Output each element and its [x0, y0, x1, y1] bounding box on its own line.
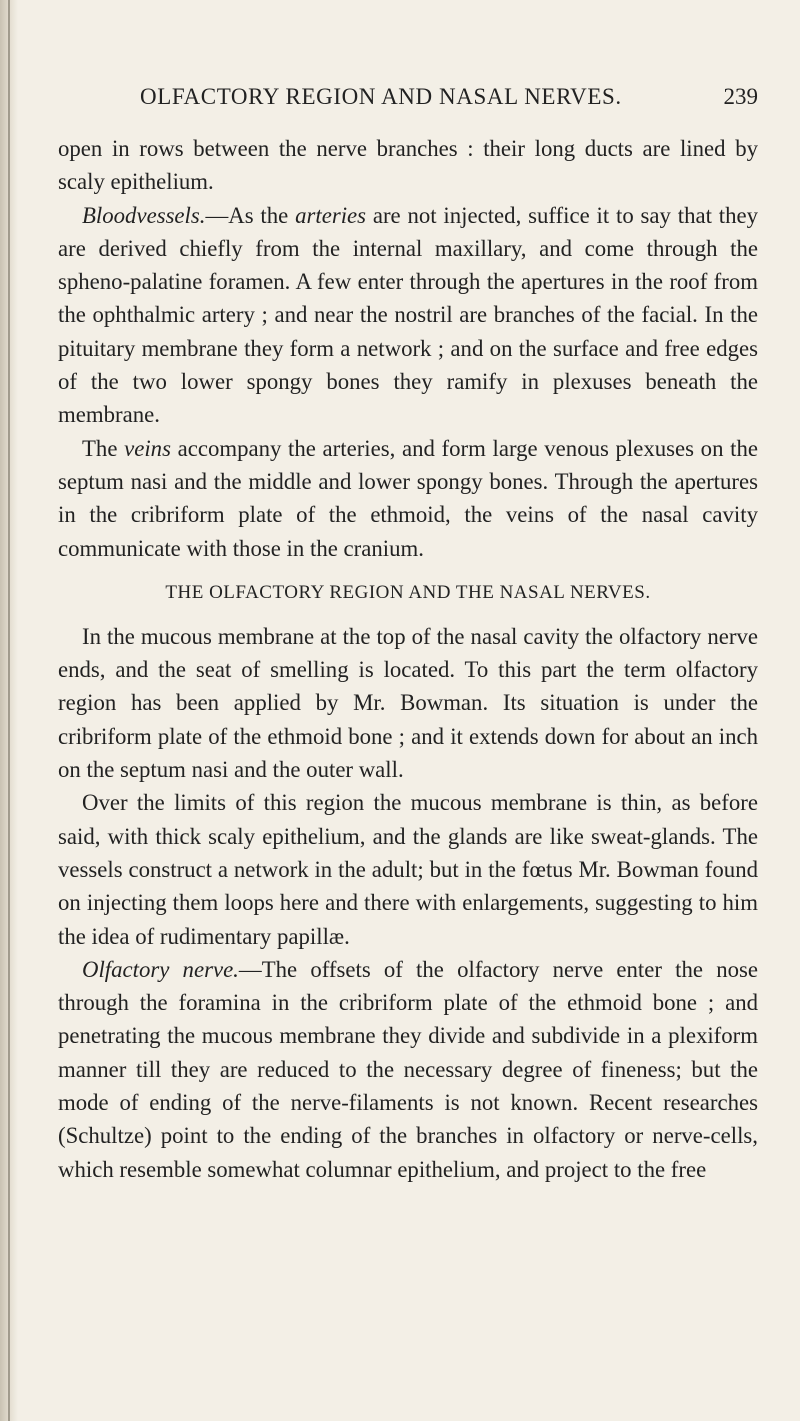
paragraph-olfactory-nerve-text: —The offsets of the olfactory nerve enter the nose through the foramina in the cribriform plate of the ethmoid bone ; and penetrating the mucous membrane they divide and subdivide in a plexiform manner till they are reduced to the necessary degree of fineness; but the mode of ending of the nerve-filaments is not known. Recent researches (Schultze) point to the ending of the branches in olfactory or nerve-cells, which resemble somewhat columnar epithelium, and project to the free	[58, 956, 758, 1182]
body-text	[58, 132, 758, 1186]
paragraph-lead-olfactory-nerve: Olfactory nerve.	[82, 956, 239, 982]
paragraph-lead-bloodvessels: Bloodvessels.	[82, 202, 206, 228]
paragraph-olfactory-region-text: In the mucous membrane at the top of the nasal cavity the olfactory nerve ends, and the seat of smelling is located. To this part the term olfactory region has been applied by Mr. Bowman. Its situation is under the cribriform plate of the ethmoid bone ; and it extends down for about an inch on the septum nasi and the outer wall.	[58, 623, 758, 783]
section-heading: THE OLFACTORY REGION AND THE NASAL NERVES.	[165, 581, 651, 603]
paragraph-bloodvessels-text-2: are not injected, suffice it to say that they are derived chiefly from the internal maxillary, and come through the spheno-palatine foramen. A few enter through the apertures in the roof from the ophthalmic artery ; and near the nostril are branches of the facial. In the pituitary membrane they form a network ; and on the surface and free edges of the two lower spongy bones they ramify in plexuses beneath the membrane.	[58, 202, 759, 428]
book-page	[58, 84, 758, 1186]
paragraph-veins	[58, 432, 758, 565]
running-head: OLFACTORY REGION AND NASAL NERVES.	[140, 84, 622, 109]
page-binding-line	[8, 0, 10, 1421]
term-veins: veins	[124, 435, 171, 461]
paragraph-limits	[58, 786, 758, 952]
paragraph-1-text: open in rows between the nerve branches : their long ducts are lined by scaly epithelium.	[58, 136, 758, 195]
paragraph-1	[58, 132, 758, 199]
paragraph-veins-text-2: accompany the arteries, and form large venous plexuses on the septum nasi and the middle and lower spongy bones. Through the apertures in the cribriform plate of the ethmoid, the veins of the nasal cavity communicate with those in the cranium.	[58, 435, 758, 561]
paragraph-olfactory-region	[58, 620, 758, 786]
term-arteries: arteries	[295, 202, 367, 228]
paragraph-limits-text: Over the limits of this region the mucous membrane is thin, as before said, with thick scaly epithelium, and the glands are like sweat-glands. The vessels construct a network in the adult; but in the fœtus Mr. Bowman found on injecting them loops here and there with enlargements, suggesting to him the idea of rudimentary papillæ.	[58, 790, 758, 949]
paragraph-bloodvessels-text-1: —As the	[205, 202, 296, 228]
paragraph-veins-text-1: The	[82, 435, 125, 461]
page-header	[58, 84, 758, 124]
paragraph-olfactory-nerve	[58, 953, 758, 1186]
paragraph-bloodvessels	[58, 199, 758, 432]
page-number: 239	[723, 84, 758, 109]
